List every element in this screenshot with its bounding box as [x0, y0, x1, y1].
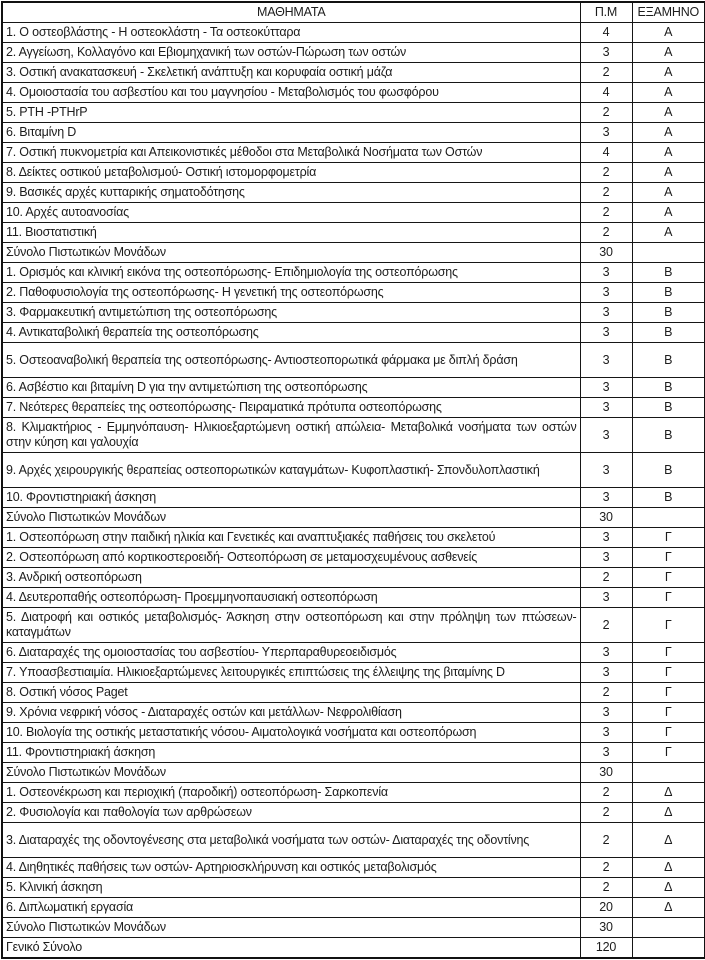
table-row	[2, 803, 705, 823]
credits-value: 3	[580, 43, 632, 63]
semester-value: Γ	[632, 663, 705, 683]
table-row	[2, 663, 705, 683]
semester-value: Α	[632, 23, 705, 43]
semester-value: Α	[632, 163, 705, 183]
credits-value: 2	[580, 683, 632, 703]
course-title: 2. Παθοφυσιολογία της οστεοπόρωσης- Η γενετική της οστεοπόρωσης	[2, 283, 580, 303]
table-row	[2, 378, 705, 398]
course-title: 7. Νεότερες θεραπείες της οστεοπόρωσης- Πειραματικά πρότυπα οστεοπόρωσης	[2, 398, 580, 418]
semester-value: Γ	[632, 548, 705, 568]
course-title: 9. Βασικές αρχές κυτταρικής σηματοδότησης	[2, 183, 580, 203]
table-row	[2, 63, 705, 83]
course-title: 5. Κλινική άσκηση	[2, 878, 580, 898]
course-title: 11. Βιοστατιστική	[2, 223, 580, 243]
course-title: 10. Βιολογία της οστικής μεταστατικής νόσου- Αιματολογικά νοσήματα και οστεοπόρωση	[2, 723, 580, 743]
table-row	[2, 568, 705, 588]
table-row	[2, 143, 705, 163]
course-title: 2. Οστεοπόρωση από κορτικοστεροειδή- Οστεοπόρωση σε μεταμοσχευμένους ασθενείς	[2, 548, 580, 568]
credits-value: 3	[580, 528, 632, 548]
course-title: 7. Υποασβεστιαιμία. Ηλικιοεξαρτώμενες λειτουργικές επιπτώσεις της έλλειψης της βιταμίνης D	[2, 663, 580, 683]
semester-value: Β	[632, 283, 705, 303]
course-title: 10. Φροντιστηριακή άσκηση	[2, 488, 580, 508]
credits-column-header: Π.Μ	[580, 2, 632, 23]
course-title: 4. Αντικαταβολική θεραπεία της οστεοπόρωσης	[2, 323, 580, 343]
semester-value: Β	[632, 343, 705, 378]
credits-value: 3	[580, 303, 632, 323]
credits-value: 2	[580, 878, 632, 898]
total-row	[2, 763, 705, 783]
semester-value: Γ	[632, 643, 705, 663]
credits-value: 120	[580, 938, 632, 959]
table-row	[2, 123, 705, 143]
total-label: Σύνολο Πιστωτικών Μονάδων	[2, 763, 580, 783]
credits-value: 3	[580, 703, 632, 723]
table-row	[2, 528, 705, 548]
credits-value: 30	[580, 918, 632, 938]
header-row	[2, 2, 705, 23]
semester-value: Β	[632, 488, 705, 508]
table-row	[2, 548, 705, 568]
table-row	[2, 43, 705, 63]
semester-value: Γ	[632, 588, 705, 608]
table-row	[2, 223, 705, 243]
table-row	[2, 643, 705, 663]
table-row	[2, 703, 705, 723]
course-title: 6. Διπλωματική εργασία	[2, 898, 580, 918]
semester-value: Α	[632, 123, 705, 143]
semester-value: Β	[632, 453, 705, 488]
table-row	[2, 743, 705, 763]
course-title: 4. Διηθητικές παθήσεις των οστών- Αρτηριοσκλήρυνση και οστικός μεταβολισμός	[2, 858, 580, 878]
credits-value: 2	[580, 163, 632, 183]
total-row	[2, 918, 705, 938]
table-row	[2, 323, 705, 343]
credits-value: 4	[580, 23, 632, 43]
course-title: 1. Ορισμός και κλινική εικόνα της οστεοπόρωσης- Επιδημιολογία της οστεοπόρωσης	[2, 263, 580, 283]
credits-value: 4	[580, 143, 632, 163]
semester-value: Β	[632, 323, 705, 343]
table-row	[2, 683, 705, 703]
courses-column-header: ΜΑΘΗΜΑΤΑ	[2, 2, 580, 23]
credits-value: 3	[580, 323, 632, 343]
semester-value: Α	[632, 103, 705, 123]
table-body	[2, 23, 705, 959]
grand-total-row	[2, 938, 705, 959]
table-row	[2, 163, 705, 183]
table-row	[2, 823, 705, 858]
semester-value: Δ	[632, 783, 705, 803]
table-row	[2, 263, 705, 283]
semester-value: Α	[632, 223, 705, 243]
table-row	[2, 418, 705, 453]
credits-value: 4	[580, 83, 632, 103]
credits-value: 2	[580, 203, 632, 223]
course-title: 8. Οστική νόσος Paget	[2, 683, 580, 703]
credits-value: 2	[580, 63, 632, 83]
course-title: 5. Διατροφή και οστικός μεταβολισμός- Άσκηση στην οστεοπόρωση και στην πρόληψη των πτώσεων-καταγμάτων	[2, 608, 580, 643]
semester-value: Α	[632, 203, 705, 223]
semester-value	[632, 763, 705, 783]
course-title: 1. Οστεοπόρωση στην παιδική ηλικία και Γενετικές και αναπτυξιακές παθήσεις του σκελετού	[2, 528, 580, 548]
credits-value: 3	[580, 283, 632, 303]
semester-value: Δ	[632, 858, 705, 878]
credits-value: 20	[580, 898, 632, 918]
course-title: 5. Οστεοαναβολική θεραπεία της οστεοπόρωσης- Αντιοστεοπορωτικά φάρμακα με διπλή δράση	[2, 343, 580, 378]
credits-value: 3	[580, 588, 632, 608]
table-row	[2, 183, 705, 203]
credits-value: 3	[580, 548, 632, 568]
credits-value: 3	[580, 263, 632, 283]
semester-value	[632, 243, 705, 263]
credits-value: 2	[580, 183, 632, 203]
course-title: 1. Ο οστεοβλάστης - Η οστεοκλάστη - Τα οστεοκύτταρα	[2, 23, 580, 43]
semester-value: Β	[632, 378, 705, 398]
total-label: Γενικό Σύνολο	[2, 938, 580, 959]
semester-value: Δ	[632, 823, 705, 858]
course-title: 6. Ασβέστιο και βιταμίνη D για την αντιμετώπιση της οστεοπόρωσης	[2, 378, 580, 398]
credits-value: 3	[580, 453, 632, 488]
credits-value: 2	[580, 568, 632, 588]
course-title: 11. Φροντιστηριακή άσκηση	[2, 743, 580, 763]
semester-value: Α	[632, 83, 705, 103]
credits-value: 3	[580, 723, 632, 743]
course-title: 9. Αρχές χειρουργικής θεραπείας οστεοπορωτικών καταγμάτων- Κυφοπλαστική- Σπονδυλοπλαστική	[2, 453, 580, 488]
course-title: 4. Δευτεροπαθής οστεοπόρωση- Προεμμηνοπαυσιακή οστεοπόρωση	[2, 588, 580, 608]
total-label: Σύνολο Πιστωτικών Μονάδων	[2, 918, 580, 938]
credits-value: 2	[580, 823, 632, 858]
course-title: 3. Οστική ανακατασκευή - Σκελετική ανάπτυξη και κορυφαία οστική μάζα	[2, 63, 580, 83]
table-row	[2, 723, 705, 743]
semester-column-header: ΕΞΑΜΗΝΟ	[632, 2, 705, 23]
semester-value: Γ	[632, 703, 705, 723]
course-title: 3. Διαταραχές της οδοντογένεσης στα μεταβολικά νοσήματα των οστών- Διαταραχές της οδοντίνης	[2, 823, 580, 858]
total-row	[2, 508, 705, 528]
table-row	[2, 103, 705, 123]
course-title: 8. Δείκτες οστικού μεταβολισμού- Οστική ιστομορφομετρία	[2, 163, 580, 183]
credits-value: 30	[580, 508, 632, 528]
course-title: 3. Ανδρική οστεοπόρωση	[2, 568, 580, 588]
total-label: Σύνολο Πιστωτικών Μονάδων	[2, 508, 580, 528]
credits-value: 2	[580, 608, 632, 643]
course-title: 8. Κλιμακτήριος - Εμμηνόπαυση- Ηλικιοεξαρτώμενη οστική απώλεια- Μεταβολικά νοσήματα των οστών στην κύηση και γαλουχία	[2, 418, 580, 453]
semester-value: Β	[632, 418, 705, 453]
semester-value	[632, 938, 705, 959]
semester-value: Δ	[632, 803, 705, 823]
course-title: 2. Αγγείωση, Κολλαγόνο και Εβιομηχανική των οστών-Πώρωση των οστών	[2, 43, 580, 63]
table-row	[2, 83, 705, 103]
semester-value: Γ	[632, 528, 705, 548]
credits-value: 2	[580, 858, 632, 878]
course-title: 1. Οστεονέκρωση και περιοχική (παροδική) οστεοπόρωση- Σαρκοπενία	[2, 783, 580, 803]
course-title: 6. Διαταραχές της ομοιοστασίας του ασβεστίου- Υπερπαραθυρεοειδισμός	[2, 643, 580, 663]
semester-value: Α	[632, 43, 705, 63]
credits-value: 3	[580, 488, 632, 508]
credits-value: 3	[580, 398, 632, 418]
semester-value: Δ	[632, 878, 705, 898]
credits-value: 3	[580, 343, 632, 378]
semester-value: Β	[632, 398, 705, 418]
table-row	[2, 203, 705, 223]
course-title: 4. Ομοιοστασία του ασβεστίου και του μαγνησίου - Μεταβολισμός του φωσφόρου	[2, 83, 580, 103]
semester-value: Α	[632, 63, 705, 83]
course-title: 6. Βιταμίνη D	[2, 123, 580, 143]
table-row	[2, 608, 705, 643]
total-label: Σύνολο Πιστωτικών Μονάδων	[2, 243, 580, 263]
semester-value: Γ	[632, 608, 705, 643]
course-title: 10. Αρχές αυτοανοσίας	[2, 203, 580, 223]
table-row	[2, 23, 705, 43]
table-row	[2, 398, 705, 418]
credits-value: 2	[580, 223, 632, 243]
course-title: 5. PTH -PTHrP	[2, 103, 580, 123]
semester-value: Γ	[632, 723, 705, 743]
semester-value: Β	[632, 263, 705, 283]
credits-value: 3	[580, 643, 632, 663]
credits-value: 2	[580, 783, 632, 803]
semester-value	[632, 508, 705, 528]
semester-value: Γ	[632, 568, 705, 588]
table-row	[2, 488, 705, 508]
table-row	[2, 858, 705, 878]
credits-value: 3	[580, 663, 632, 683]
courses-table	[1, 1, 705, 959]
table-row	[2, 283, 705, 303]
credits-value: 30	[580, 243, 632, 263]
course-title: 9. Χρόνια νεφρική νόσος - Διαταραχές οστών και μετάλλων- Νεφρολιθίαση	[2, 703, 580, 723]
semester-value	[632, 918, 705, 938]
credits-value: 2	[580, 803, 632, 823]
table-row	[2, 453, 705, 488]
credits-value: 3	[580, 378, 632, 398]
total-row	[2, 243, 705, 263]
course-title: 2. Φυσιολογία και παθολογία των αρθρώσεων	[2, 803, 580, 823]
credits-value: 30	[580, 763, 632, 783]
semester-value: Β	[632, 303, 705, 323]
credits-value: 3	[580, 743, 632, 763]
semester-value: Α	[632, 183, 705, 203]
table-row	[2, 898, 705, 918]
credits-value: 2	[580, 103, 632, 123]
semester-value: Γ	[632, 743, 705, 763]
course-title: 7. Οστική πυκνομετρία και Απεικονιστικές μέθοδοι στα Μεταβολικά Νοσήματα των Οστών	[2, 143, 580, 163]
credits-value: 3	[580, 418, 632, 453]
credits-value: 3	[580, 123, 632, 143]
table-row	[2, 588, 705, 608]
semester-value: Δ	[632, 898, 705, 918]
table-row	[2, 783, 705, 803]
semester-value: Γ	[632, 683, 705, 703]
table-row	[2, 878, 705, 898]
semester-value: Α	[632, 143, 705, 163]
table-row	[2, 303, 705, 323]
course-title: 3. Φαρμακευτική αντιμετώπιση της οστεοπόρωσης	[2, 303, 580, 323]
table-row	[2, 343, 705, 378]
